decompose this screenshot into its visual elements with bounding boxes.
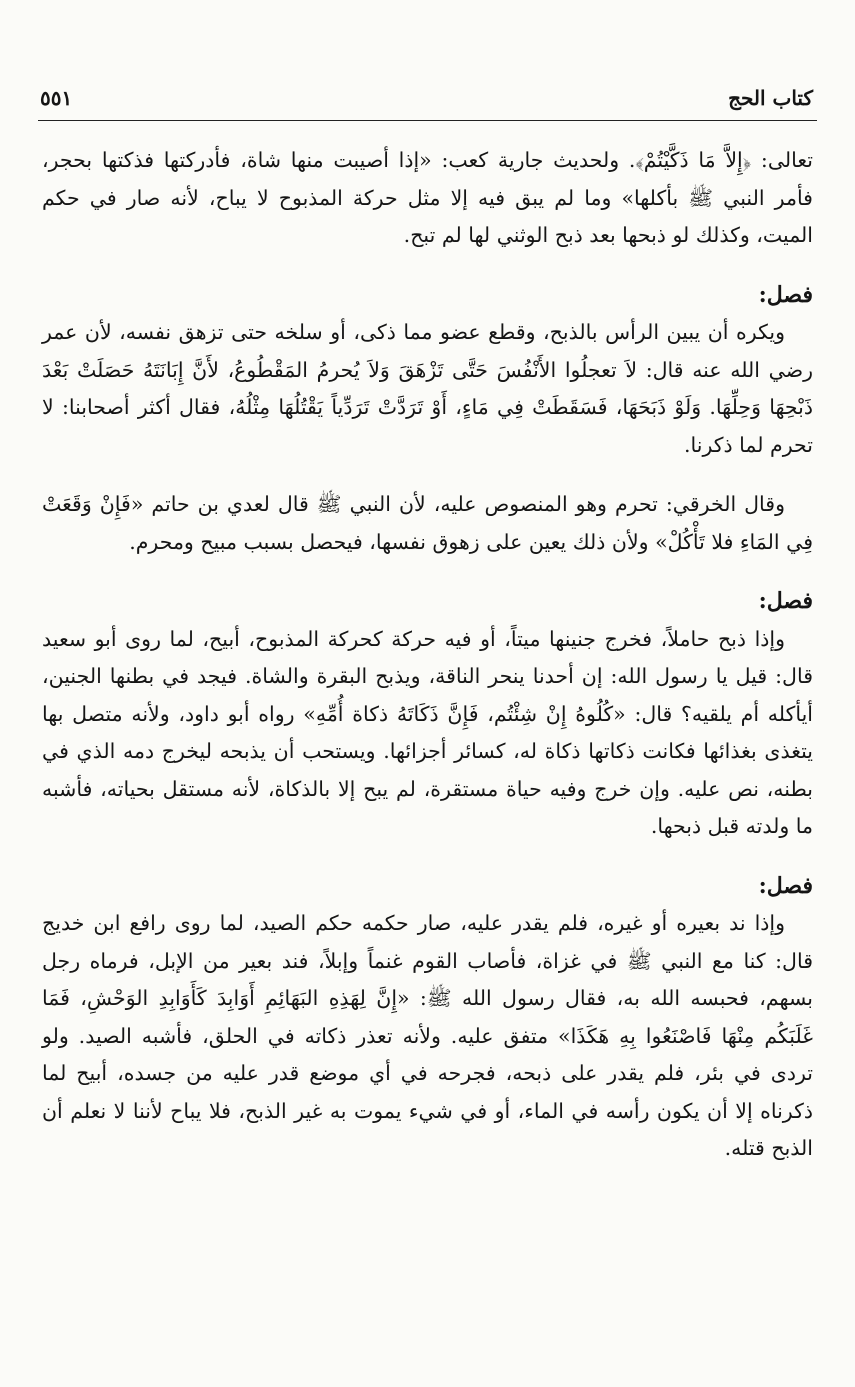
paragraph: وإذا ذبح حاملاً، فخرج جنينها ميتاً، أو فيه حركة كحركة المذبوح، أبيح، لما روى أبو سعيد قال: قيل يا رسول الله: إن أحدنا ينحر الناقة، ويذبح البقرة والشاة. فيجد في بطنها الجنين، أيأكله أم يلقيه؟ قال: «كُلُوهُ إِنْ شِئْتُم، فَإِنَّ ذَكَاتَهُ ذكاة أُمِّهِ» رواه أبو داود، ولأنه متصل بها يتغذى بغذائها فكانت ذكاتها ذكاة له، كسائر أجزائها. ويستحب أن يذبحه ليخرج دمه الذي في بطنه، نص عليه. وإن خرج وفيه حياة مستقرة، لم يبح إلا بالذكاة، لأنه مستقل بحياته، فأشبه ما ولدته قبل ذبحها. <box>42 626 813 838</box>
paragraph: تعالى: ﴿إِلاَّ مَا ذَكَّيْتُمْ﴾. ولحديث جارية كعب: «إذا أصيبت منها شاة، فأدركتها فذكتها بحجر، فأمر النبي ﷺ بأكلها» وما لم يبق فيه إلا مثل حركة المذبوح لا يباح، لأنه صار في حكم الميت، وكذلك لو ذبحها بعد ذبح الوثني لها لم تبح. <box>42 148 813 247</box>
section-heading: فصل: <box>758 588 813 614</box>
page-header <box>38 84 817 121</box>
paragraph: ويكره أن يبين الرأس بالذبح، وقطع عضو مما ذكى، أو سلخه حتى تزهق نفسه، لأن عمر رضي الله عنه قال: لاَ تعجلُوا الأَنْفُسَ حَتَّى تَزْهَقَ وَلاَ يُحرمُ المَقْطُوعُ، لأَنَّ إِبَانَتَهُ حَصَلَتْ بَعْدَ ذَبْحِهَا وَحِلِّهَا. وَلَوْ ذَبَحَهَا، فَسَقَطَتْ فِي مَاءٍ، أَوْ تَرَدَّتْ تَرَدِّياً يَقْتُلُهَا مِثْلُهُ، فقال أكثر أصحابنا: لا تحرم لما ذكرنا. <box>42 320 813 457</box>
paragraph: وقال الخرقي: تحرم وهو المنصوص عليه، لأن النبي ﷺ قال لعدي بن حاتم «فَإِنْ وَقَعَتْ فِي المَاءِ فلا تَأْكُلْ» ولأن ذلك يعين على زهوق نفسها، فيحصل بسبب مبيح ومحرم. <box>42 492 813 554</box>
paragraph: وإذا ند بعيره أو غيره، فلم يقدر عليه، صار حكمه حكم الصيد، لما روى رافع ابن خديج قال: كنا مع النبي ﷺ في غزاة، فأصاب القوم غنماً وإبلاً، فند بعير من الإبل، فرماه رجل بسهم، فحبسه الله به، فقال رسول الله ﷺ: «إِنَّ لِهَذِهِ البَهَائِمِ أَوَابِدَ كَأَوَابِدِ الوَحْشِ، فَمَا غَلَبَكُم مِنْهَا فَاصْنَعُوا بِهِ هَكَذَا» متفق عليه. ولأنه تعذر ذكاته في الحلق، فأشبه الصيد. ولو تردى في بئر، فلم يقدر على ذبحه، فجرحه في أي موضع قدر عليه من جسده، أبيح لما ذكرناه إلا أن يكون رأسه في الماء، أو في شيء يموت به غير الذبح، فلا يباح لأننا لا نعلم أن الذبح قتله. <box>42 911 813 1160</box>
running-title: كتاب الحج <box>728 86 813 110</box>
page-number: ٥٥١ <box>40 86 73 110</box>
page-body <box>42 142 813 1190</box>
section-heading: فصل: <box>758 872 813 899</box>
section-heading: فصل: <box>758 281 813 308</box>
